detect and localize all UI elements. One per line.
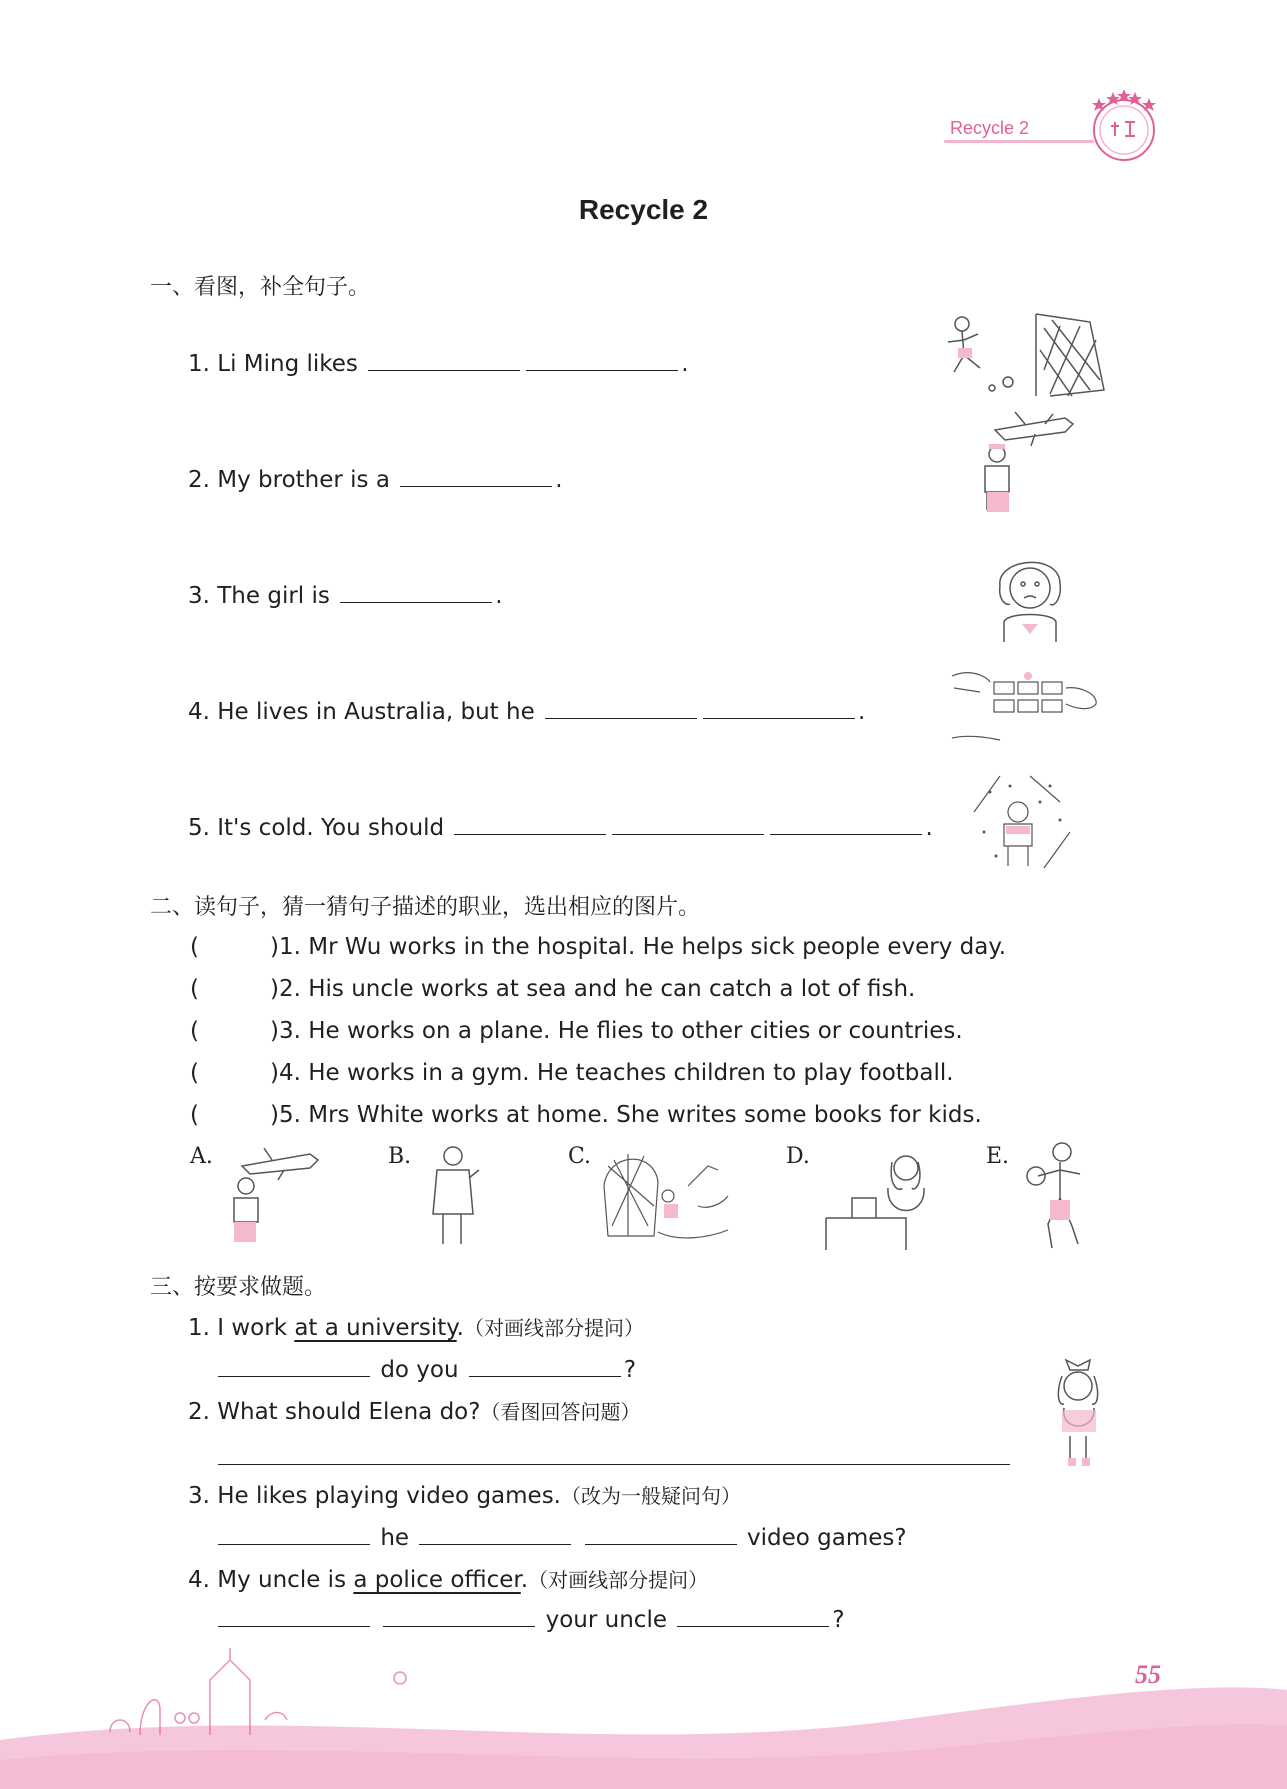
answer-paren[interactable]: ( [190, 1060, 199, 1086]
cold-boy-snow-picture [970, 772, 1075, 872]
answer-blank[interactable] [469, 1354, 621, 1377]
option-c-label: C. [568, 1144, 592, 1169]
page-title: Recycle 2 [578, 194, 709, 225]
option-b-doctor-picture [425, 1142, 485, 1250]
option-d-writer-picture [822, 1148, 942, 1252]
header-divider [944, 140, 1094, 143]
answer-paren[interactable]: ( [190, 976, 199, 1002]
s1-item-2: 2. My brother is a . [188, 464, 563, 493]
s1-item-5: 5. It's cold. You should . [188, 812, 933, 841]
s3-q1: 1. I work at a university.（对画线部分提问） [188, 1315, 644, 1341]
s3-q1-answer: do you ? [215, 1354, 636, 1383]
pilot-picture [975, 410, 1075, 515]
s2-item-2: ( )2. His uncle works at sea and he can catch a lot of fish. [190, 976, 916, 1002]
answer-blank[interactable] [419, 1522, 571, 1545]
answer-blank[interactable] [383, 1604, 535, 1627]
crying-girl-picture [990, 548, 1070, 644]
s3-q4-answer: your uncle ? [215, 1604, 845, 1633]
answer-blank[interactable] [218, 1604, 370, 1627]
s2-item-5: ( )5. Mrs White works at home. She writes some books for kids. [190, 1102, 982, 1128]
s1-item-4: 4. He lives in Australia, but he . [188, 696, 865, 725]
option-e-coach-picture [1022, 1140, 1092, 1252]
publisher-logo [1085, 86, 1163, 164]
s2-item-1: ( )1. Mr Wu works in the hospital. He helps sick people every day. [190, 934, 1006, 960]
footer-wave-decoration [0, 1640, 1287, 1789]
option-a-label: A. [190, 1144, 213, 1169]
answer-blank[interactable] [703, 696, 855, 719]
answer-paren[interactable]: ( [190, 1102, 199, 1128]
s3-q3: 3. He likes playing video games.（改为一般疑问句） [188, 1483, 741, 1509]
s1-item-3: 3. The girl is . [188, 580, 503, 609]
s1-item-1: 1. Li Ming likes . [188, 348, 689, 377]
section3-heading: 三、按要求做题。 [150, 1275, 327, 1300]
s3-q2-answer-line[interactable] [218, 1464, 1010, 1465]
answer-blank[interactable] [612, 812, 764, 835]
chinese-class-picture [950, 668, 1100, 744]
s3-q4: 4. My uncle is a police officer.（对画线部分提问） [188, 1567, 709, 1593]
answer-paren[interactable]: ( [190, 934, 199, 960]
page-number: 55 [1135, 1660, 1161, 1689]
header-tab-label: Recycle 2 [950, 118, 1030, 138]
answer-blank[interactable] [218, 1522, 370, 1545]
answer-blank[interactable] [454, 812, 606, 835]
answer-blank[interactable] [585, 1522, 737, 1545]
s3-q3-answer: he video games? [215, 1522, 907, 1551]
answer-blank[interactable] [400, 464, 552, 487]
answer-blank[interactable] [526, 348, 678, 371]
answer-blank[interactable] [545, 696, 697, 719]
answer-paren[interactable]: ( [190, 1018, 199, 1044]
s2-item-3: ( )3. He works on a plane. He flies to other cities or countries. [190, 1018, 963, 1044]
soccer-player-picture [940, 310, 1110, 402]
answer-blank[interactable] [368, 348, 520, 371]
answer-blank[interactable] [340, 580, 492, 603]
option-a-pilot-picture [220, 1146, 320, 1246]
answer-blank[interactable] [677, 1604, 829, 1627]
s2-item-4: ( )4. He works in a gym. He teaches children to play football. [190, 1060, 954, 1086]
option-c-fisherman-picture [598, 1146, 733, 1246]
option-b-label: B. [388, 1144, 412, 1169]
option-d-label: D. [786, 1144, 810, 1169]
section2-heading: 二、读句子，猜一猜句子描述的职业，选出相应的图片。 [150, 895, 701, 920]
s3-q2: 2. What should Elena do?（看图回答问题） [188, 1399, 641, 1425]
sick-girl-elena-picture [1048, 1352, 1110, 1468]
answer-blank[interactable] [218, 1354, 370, 1377]
answer-blank[interactable] [770, 812, 922, 835]
option-e-label: E. [986, 1144, 1010, 1169]
section1-heading: 一、看图，补全句子。 [150, 275, 371, 300]
